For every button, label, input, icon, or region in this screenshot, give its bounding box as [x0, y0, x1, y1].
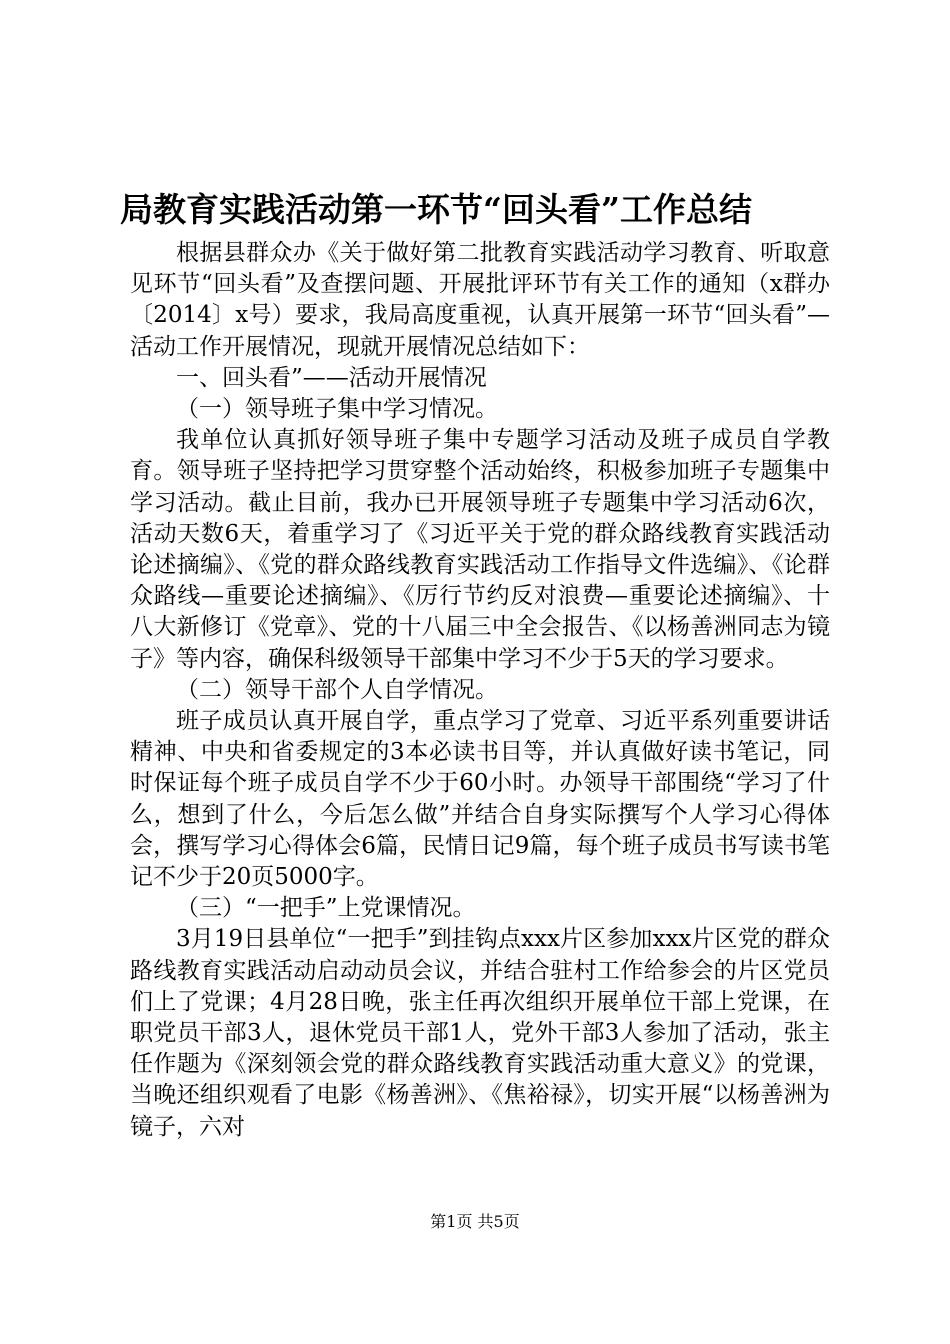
document-title: 局教育实践活动第一环节“回头看”工作总结: [120, 190, 752, 229]
paragraph-party-lecture: 3月19日县单位“一把手”到挂钩点xxx片区参加xxx片区党的群众路线教育实践活动启动动员会议，并结合驻村工作给参会的片区党员们上了党课；4月28日晚，张主任再次组织开展单位干部上党课，在职党员干部3人，退休党员干部1人，党外干部3人参加了活动，张主任作题为《深刻领会党的群众路线教育实践活动重大意义》的党课，当晚还组织观看了电影《杨善洲》、《焦裕禄》，切实开展“以杨善洲为镜子，六对: [130, 926, 830, 1140]
section-heading-1: 一、回头看”——活动开展情况: [176, 364, 487, 391]
page-footer: 第1页 共5页: [430, 1212, 520, 1231]
paragraph-group-study: 我单位认真抓好领导班子集中专题学习活动及班子成员自学教育。领导班子坚持把学习贯穿整个活动始终，积极参加班子专题集中学习活动。截止目前，我办已开展领导班子专题集中学习活动6次，活动天数6天，着重学习了《习近平关于党的群众路线教育实践活动论述摘编》、《党的群众路线教育实践活动工作指导文件选编》、《论群众路线—重要论述摘编》、《厉行节约反对浪费—重要论述摘编》、十八大新修订《党章》、党的十八届三中全会报告、《以杨善洲同志为镜子》等内容，确保科级领导干部集中学习不少于5天的学习要求。: [130, 427, 830, 672]
subsection-heading-2: （二）领导干部个人自学情况。: [176, 676, 498, 703]
subsection-heading-1: （一）领导班子集中学习情况。: [176, 396, 498, 423]
paragraph-intro: 根据县群众办《关于做好第二批教育实践活动学习教育、听取意见环节“回头看”及查摆问题、开展批评环节有关工作的通知（x群办〔2014〕x号）要求，我局高度重视，认真开展第一环节“回头看”—活动工作开展情况，现就开展情况总结如下：: [130, 240, 830, 360]
subsection-heading-3: （三）“一把手”上党课情况。: [176, 895, 476, 922]
paragraph-self-study: 班子成员认真开展自学，重点学习了党章、习近平系列重要讲话精神、中央和省委规定的3本必读书目等，并认真做好读书笔记，同时保证每个班子成员自学不少于60小时。办领导干部围绕“学习了什么，想到了什么，今后怎么做”并结合自身实际撰写个人学习心得体会，撰写学习心得体会6篇，民情日记9篇，每个班子成员书写读书笔记不少于20页5000字。: [130, 708, 830, 891]
document-body: [130, 238, 830, 1143]
